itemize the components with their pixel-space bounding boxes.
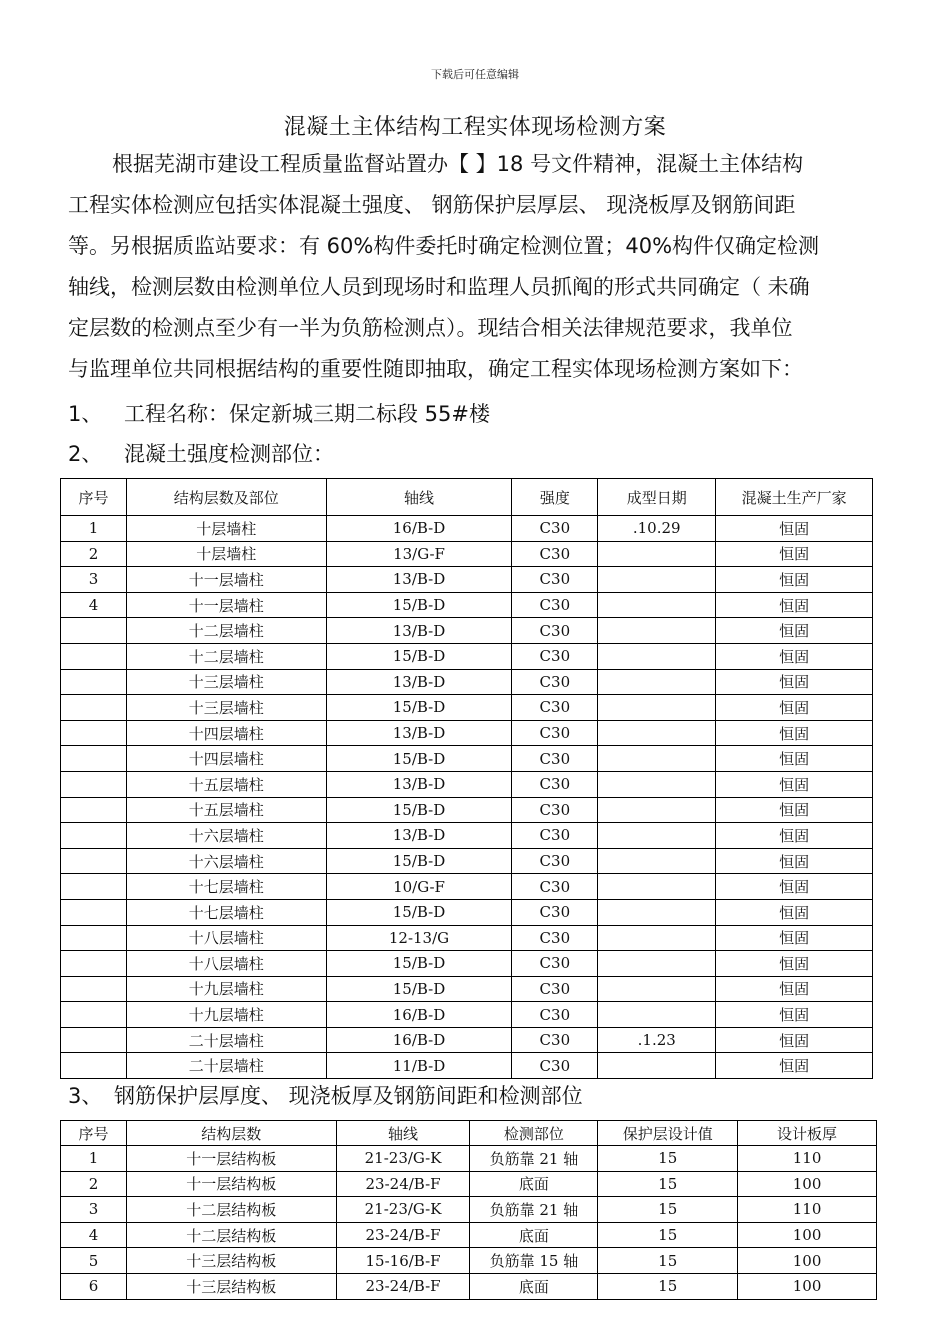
table-cell: 13/B-D xyxy=(326,771,512,797)
intro-line: 根据芜湖市建设工程质量监督站置办【 】18 号文件精神，混凝土主体结构 xyxy=(112,152,804,176)
table-cell: 1 xyxy=(61,1146,127,1172)
table-cell: 恒固 xyxy=(716,823,873,849)
table-cell: C30 xyxy=(512,797,598,823)
table-cell: C30 xyxy=(512,1002,598,1028)
table-cell xyxy=(598,823,716,849)
table-cell xyxy=(598,1002,716,1028)
table-cell: C30 xyxy=(512,567,598,593)
table-row xyxy=(61,746,873,772)
section-number: 2、 xyxy=(68,442,103,466)
table-cell xyxy=(598,1053,716,1079)
table-row xyxy=(61,976,873,1002)
section-text: 混凝土强度检测部位： xyxy=(124,442,334,466)
table-cell xyxy=(598,925,716,951)
column-header: 检测部位 xyxy=(470,1121,598,1146)
table-row xyxy=(61,695,873,721)
table-header-row xyxy=(61,479,873,516)
table-cell: C30 xyxy=(512,1053,598,1079)
table-cell: 13/B-D xyxy=(326,720,512,746)
table-cell: 恒固 xyxy=(716,516,873,542)
table-cell xyxy=(598,618,716,644)
table-cell: C30 xyxy=(512,669,598,695)
table-cell: 15/B-D xyxy=(326,899,512,925)
rebar-cover-table xyxy=(60,1120,877,1300)
section-number: 3、 xyxy=(68,1084,103,1108)
table-cell: 恒固 xyxy=(716,695,873,721)
table-cell: 十一层墙柱 xyxy=(126,592,326,618)
table-cell xyxy=(61,771,127,797)
table-row xyxy=(61,1248,877,1274)
table-row xyxy=(61,720,873,746)
table-cell: 十一层结构板 xyxy=(126,1146,336,1172)
table-cell: 底面 xyxy=(470,1171,598,1197)
column-header: 轴线 xyxy=(326,479,512,516)
table-cell xyxy=(61,1053,127,1079)
table-cell: 110 xyxy=(738,1146,877,1172)
table-cell: 底面 xyxy=(470,1273,598,1299)
table-cell xyxy=(598,951,716,977)
table-cell: C30 xyxy=(512,925,598,951)
table-cell: 5 xyxy=(61,1248,127,1274)
table-row xyxy=(61,1002,873,1028)
table-cell: 13/B-D xyxy=(326,823,512,849)
table-row xyxy=(61,925,873,951)
table-cell: 十二层墙柱 xyxy=(126,618,326,644)
table-cell: 恒固 xyxy=(716,541,873,567)
table-cell xyxy=(61,823,127,849)
table-cell: C30 xyxy=(512,848,598,874)
table-cell: 十八层墙柱 xyxy=(126,951,326,977)
table-row xyxy=(61,1027,873,1053)
table-cell: 恒固 xyxy=(716,976,873,1002)
column-header: 设计板厚 xyxy=(738,1121,877,1146)
table-cell xyxy=(61,874,127,900)
table-cell: 十九层墙柱 xyxy=(126,976,326,1002)
table-row xyxy=(61,643,873,669)
table-row xyxy=(61,797,873,823)
table-cell: 十层墙柱 xyxy=(126,516,326,542)
table-cell: C30 xyxy=(512,516,598,542)
table-cell: 恒固 xyxy=(716,618,873,644)
column-header: 混凝土生产厂家 xyxy=(716,479,873,516)
table-cell xyxy=(598,695,716,721)
table-cell xyxy=(61,848,127,874)
table-cell: 底面 xyxy=(470,1222,598,1248)
table-cell: C30 xyxy=(512,951,598,977)
column-header: 成型日期 xyxy=(598,479,716,516)
intro-line: 等。另根据质监站要求：有 60%构件委托时确定检测位置；40%构件仅确定检测 xyxy=(68,234,820,258)
section-text: 钢筋保护层厚度、 现浇板厚及钢筋间距和检测部位 xyxy=(114,1084,583,1108)
table-cell: 恒固 xyxy=(716,592,873,618)
table-cell: 十层墙柱 xyxy=(126,541,326,567)
table-cell: C30 xyxy=(512,771,598,797)
table-cell: 15/B-D xyxy=(326,695,512,721)
table-cell: C30 xyxy=(512,720,598,746)
table-cell: 13/G-F xyxy=(326,541,512,567)
intro-line: 定层数的检测点至少有一半为负筋检测点）。现结合相关法律规范要求，我单位 xyxy=(68,316,793,340)
table-cell xyxy=(598,592,716,618)
table-row xyxy=(61,951,873,977)
table-cell: 15 xyxy=(598,1248,738,1274)
table-cell: 十三层墙柱 xyxy=(126,695,326,721)
table-cell: 十四层墙柱 xyxy=(126,720,326,746)
table-cell: C30 xyxy=(512,618,598,644)
table-row xyxy=(61,1197,877,1223)
table-cell: .10.29 xyxy=(598,516,716,542)
table-row xyxy=(61,541,873,567)
table-cell: C30 xyxy=(512,695,598,721)
table-cell: 21-23/G-K xyxy=(336,1146,470,1172)
table-cell: C30 xyxy=(512,899,598,925)
table-cell xyxy=(598,669,716,695)
table-cell: C30 xyxy=(512,1027,598,1053)
table-cell: 16/B-D xyxy=(326,1002,512,1028)
table-cell: .1.23 xyxy=(598,1027,716,1053)
intro-line: 与监理单位共同根据结构的重要性随即抽取，确定工程实体现场检测方案如下： xyxy=(68,357,803,381)
section-2-concrete-strength xyxy=(68,438,334,468)
section-3-rebar-cover xyxy=(68,1080,583,1110)
table-cell: 15/B-D xyxy=(326,976,512,1002)
column-header: 轴线 xyxy=(336,1121,470,1146)
table-cell: 2 xyxy=(61,1171,127,1197)
table-cell: 11/B-D xyxy=(326,1053,512,1079)
table-row xyxy=(61,771,873,797)
table-cell xyxy=(61,925,127,951)
table-cell: 100 xyxy=(738,1222,877,1248)
table-cell: 恒固 xyxy=(716,951,873,977)
table-cell: 23-24/B-F xyxy=(336,1222,470,1248)
table-cell: 恒固 xyxy=(716,1002,873,1028)
table-cell: 16/B-D xyxy=(326,516,512,542)
table-cell xyxy=(598,848,716,874)
table-cell: 恒固 xyxy=(716,643,873,669)
table-cell xyxy=(598,567,716,593)
table-cell: 15/B-D xyxy=(326,643,512,669)
table-cell: 4 xyxy=(61,592,127,618)
table-cell xyxy=(61,746,127,772)
column-header: 保护层设计值 xyxy=(598,1121,738,1146)
column-header: 序号 xyxy=(61,1121,127,1146)
table-cell: 恒固 xyxy=(716,1053,873,1079)
table-row xyxy=(61,1053,873,1079)
table-cell: 恒固 xyxy=(716,874,873,900)
table-cell: 十七层墙柱 xyxy=(126,874,326,900)
table-cell: C30 xyxy=(512,643,598,669)
table-cell: 恒固 xyxy=(716,720,873,746)
intro-paragraph xyxy=(68,144,888,390)
table-cell xyxy=(61,669,127,695)
table-cell: 3 xyxy=(61,1197,127,1223)
table-row xyxy=(61,1222,877,1248)
table-cell: 15/B-D xyxy=(326,848,512,874)
table-cell: 恒固 xyxy=(716,669,873,695)
table-cell: 十二层墙柱 xyxy=(126,643,326,669)
table-cell: 十八层墙柱 xyxy=(126,925,326,951)
table-row xyxy=(61,874,873,900)
table-row xyxy=(61,516,873,542)
table-cell: 15 xyxy=(598,1171,738,1197)
section-1-project-name xyxy=(68,398,490,428)
table-cell xyxy=(598,899,716,925)
page-title: 混凝土主体结构工程实体现场检测方案 xyxy=(283,115,667,140)
table-cell: 15-16/B-F xyxy=(336,1248,470,1274)
table-cell: 110 xyxy=(738,1197,877,1223)
table-cell xyxy=(61,976,127,1002)
table-cell: 23-24/B-F xyxy=(336,1171,470,1197)
concrete-strength-table xyxy=(60,478,873,1079)
table-cell: 6 xyxy=(61,1273,127,1299)
table-cell: 15/B-D xyxy=(326,797,512,823)
table-cell xyxy=(598,771,716,797)
table-row xyxy=(61,1146,877,1172)
table-cell: 15/B-D xyxy=(326,746,512,772)
table-cell: 恒固 xyxy=(716,848,873,874)
table-cell: 4 xyxy=(61,1222,127,1248)
table-cell: 15 xyxy=(598,1273,738,1299)
table-cell: 恒固 xyxy=(716,746,873,772)
table-cell xyxy=(61,951,127,977)
table-cell xyxy=(61,643,127,669)
table-row xyxy=(61,899,873,925)
table-cell: 2 xyxy=(61,541,127,567)
table-cell: 12-13/G xyxy=(326,925,512,951)
column-header: 强度 xyxy=(512,479,598,516)
table-cell: 十二层结构板 xyxy=(126,1197,336,1223)
table-cell: 十一层结构板 xyxy=(126,1171,336,1197)
table-header-row xyxy=(61,1121,877,1146)
table-cell: C30 xyxy=(512,874,598,900)
table-cell: C30 xyxy=(512,976,598,1002)
table-cell: 13/B-D xyxy=(326,669,512,695)
table-cell: 负筋靠 21 轴 xyxy=(470,1146,598,1172)
table-cell: 10/G-F xyxy=(326,874,512,900)
table-cell: 十三层墙柱 xyxy=(126,669,326,695)
table-cell: 恒固 xyxy=(716,925,873,951)
table-cell xyxy=(61,797,127,823)
table-cell xyxy=(61,695,127,721)
table-cell: 1 xyxy=(61,516,127,542)
table-cell: 十三层结构板 xyxy=(126,1248,336,1274)
table-cell: 十五层墙柱 xyxy=(126,797,326,823)
table-cell: 二十层墙柱 xyxy=(126,1027,326,1053)
table-cell: 13/B-D xyxy=(326,567,512,593)
table-cell xyxy=(598,746,716,772)
table-cell xyxy=(61,1002,127,1028)
table-cell: 十二层结构板 xyxy=(126,1222,336,1248)
table-cell: 100 xyxy=(738,1248,877,1274)
header-note: 下载后可任意编辑 xyxy=(431,68,519,81)
table-cell: 100 xyxy=(738,1273,877,1299)
intro-line: 轴线，检测层数由检测单位人员到现场时和监理人员抓阄的形式共同确定（ 未确 xyxy=(68,275,810,299)
table-row xyxy=(61,823,873,849)
intro-line: 工程实体检测应包括实体混凝土强度、 钢筋保护层厚层、 现浇板厚及钢筋间距 xyxy=(68,193,796,217)
table-cell: 15 xyxy=(598,1222,738,1248)
table-cell xyxy=(61,899,127,925)
table-cell: 十九层墙柱 xyxy=(126,1002,326,1028)
table-cell: 恒固 xyxy=(716,797,873,823)
table-cell xyxy=(598,797,716,823)
table-cell xyxy=(61,618,127,644)
table-cell: 恒固 xyxy=(716,1027,873,1053)
table-cell: 15 xyxy=(598,1197,738,1223)
table-cell: 恒固 xyxy=(716,771,873,797)
table-cell xyxy=(61,720,127,746)
table-cell: 十六层墙柱 xyxy=(126,848,326,874)
column-header: 结构层数 xyxy=(126,1121,336,1146)
column-header: 结构层数及部位 xyxy=(126,479,326,516)
table-cell: C30 xyxy=(512,746,598,772)
table-cell: 21-23/G-K xyxy=(336,1197,470,1223)
table-cell: 15/B-D xyxy=(326,592,512,618)
table-row xyxy=(61,567,873,593)
table-row xyxy=(61,618,873,644)
table-row xyxy=(61,592,873,618)
table-cell xyxy=(598,720,716,746)
table-cell: 负筋靠 21 轴 xyxy=(470,1197,598,1223)
table-cell xyxy=(598,643,716,669)
table-cell: 15/B-D xyxy=(326,951,512,977)
table-cell: 100 xyxy=(738,1171,877,1197)
table-cell: 负筋靠 15 轴 xyxy=(470,1248,598,1274)
section-number: 1、 xyxy=(68,402,103,426)
table-cell: 15 xyxy=(598,1146,738,1172)
table-cell: 十四层墙柱 xyxy=(126,746,326,772)
table-cell: 十六层墙柱 xyxy=(126,823,326,849)
table-row xyxy=(61,848,873,874)
table-cell: 13/B-D xyxy=(326,618,512,644)
table-cell: 十五层墙柱 xyxy=(126,771,326,797)
table-cell: 恒固 xyxy=(716,899,873,925)
table-cell xyxy=(61,1027,127,1053)
table-cell: 16/B-D xyxy=(326,1027,512,1053)
section-text: 工程名称：保定新城三期二标段 55#楼 xyxy=(124,402,490,426)
table-cell: 十一层墙柱 xyxy=(126,567,326,593)
table-cell: C30 xyxy=(512,823,598,849)
table-cell xyxy=(598,541,716,567)
table-cell: 十七层墙柱 xyxy=(126,899,326,925)
table-cell: C30 xyxy=(512,592,598,618)
table-row xyxy=(61,1273,877,1299)
table-cell: 3 xyxy=(61,567,127,593)
table-row xyxy=(61,669,873,695)
column-header: 序号 xyxy=(61,479,127,516)
table-cell: 二十层墙柱 xyxy=(126,1053,326,1079)
table-cell xyxy=(598,976,716,1002)
table-cell: 十三层结构板 xyxy=(126,1273,336,1299)
table-cell: C30 xyxy=(512,541,598,567)
table-cell xyxy=(598,874,716,900)
table-cell: 恒固 xyxy=(716,567,873,593)
table-row xyxy=(61,1171,877,1197)
table-cell: 23-24/B-F xyxy=(336,1273,470,1299)
